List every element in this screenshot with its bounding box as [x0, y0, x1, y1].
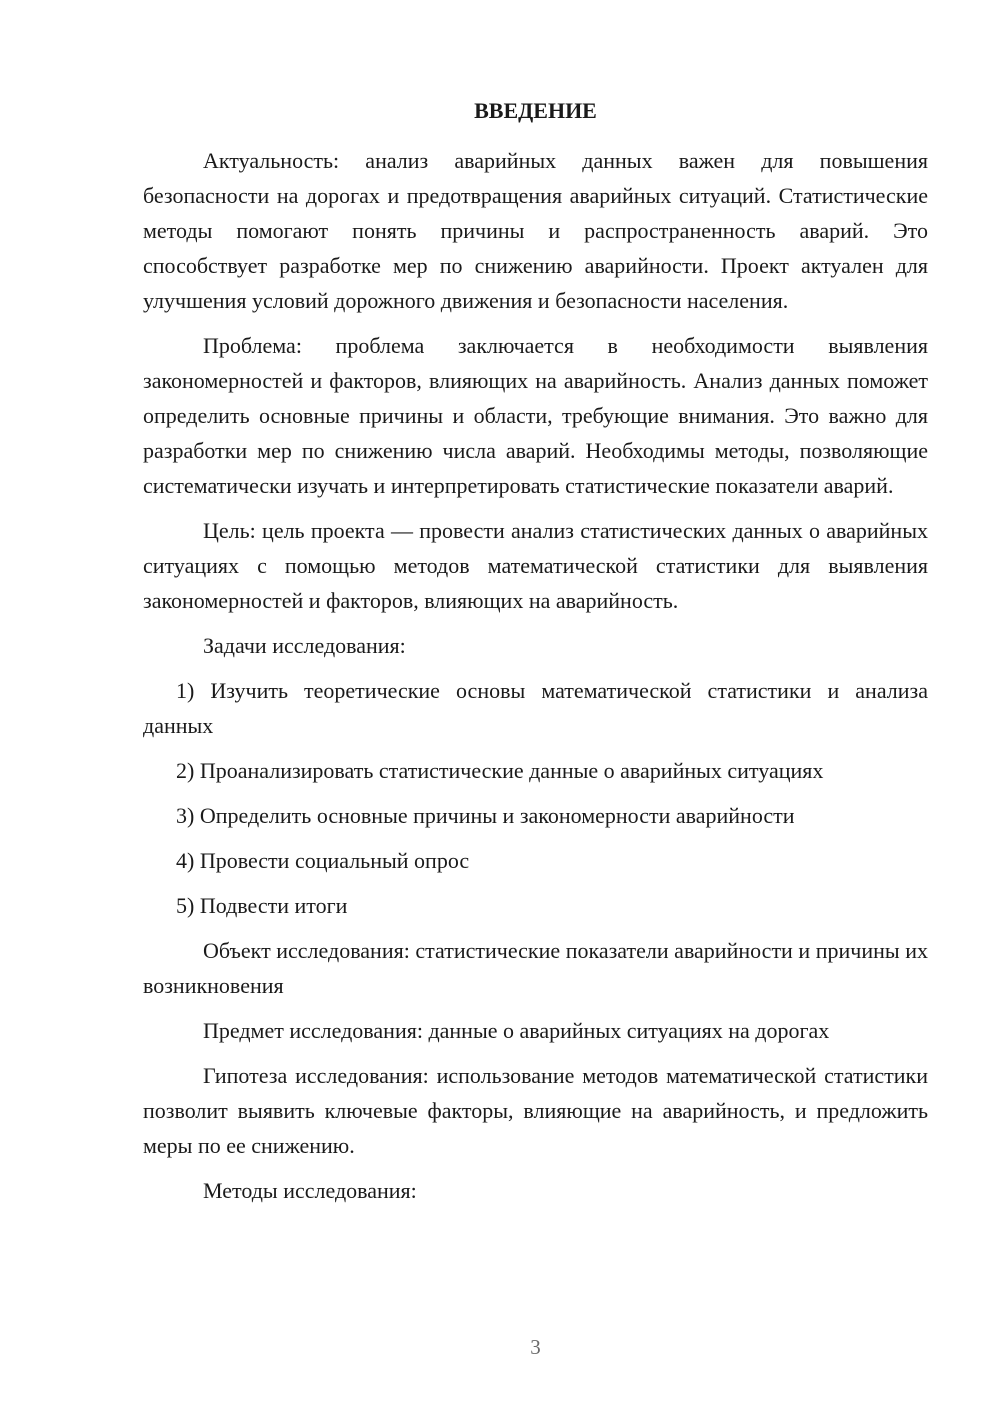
task-item-4: 4) Провести социальный опрос [176, 848, 470, 873]
body-text [143, 143, 928, 1218]
paragraph-problem: Проблема: проблема заключается в необходимости выявления закономерностей и факторов, влияющих на аварийность. Анализ данных поможет определить основные причины и области, требующие внимания. Это важно для разработки мер по снижению числа аварий. Необходимы методы, позволяющие систематически изучать и интерпретировать статистические показатели аварий. [143, 333, 928, 498]
paragraph-subject: Предмет исследования: данные о аварийных ситуациях на дорогах [203, 1018, 830, 1043]
document-page [143, 0, 928, 1414]
paragraph-object: Объект исследования: статистические показатели аварийности и причины их возникновения [143, 938, 928, 998]
paragraph-relevance: Актуальность: анализ аварийных данных важен для повышения безопасности на дорогах и предотвращения аварийных ситуаций. Статистические методы помогают понять причины и распространенность аварий. Это способствует разработке мер по снижению аварийности. Проект актуален для улучшения условий дорожного движения и безопасности населения. [143, 148, 928, 313]
task-item-2: 2) Проанализировать статистические данные о аварийных ситуациях [176, 758, 824, 783]
paragraph-tasks-heading: Задачи исследования: [203, 633, 406, 658]
section-title: ВВЕДЕНИЕ [474, 98, 597, 123]
task-item-1: 1) Изучить теоретические основы математической статистики и анализа данных [143, 678, 928, 738]
paragraph-hypothesis: Гипотеза исследования: использование методов математической статистики позволит выявить ключевые факторы, влияющие на аварийность, и предложить меры по ее снижению. [143, 1063, 928, 1158]
task-item-3: 3) Определить основные причины и закономерности аварийности [176, 803, 795, 828]
paragraph-methods: Методы исследования: [203, 1178, 417, 1203]
task-item-5: 5) Подвести итоги [176, 893, 348, 918]
paragraph-goal: Цель: цель проекта — провести анализ статистических данных о аварийных ситуациях с помощью методов математической статистики для выявления закономерностей и факторов, влияющих на аварийность. [143, 518, 928, 613]
page-number: 3 [530, 1335, 541, 1359]
